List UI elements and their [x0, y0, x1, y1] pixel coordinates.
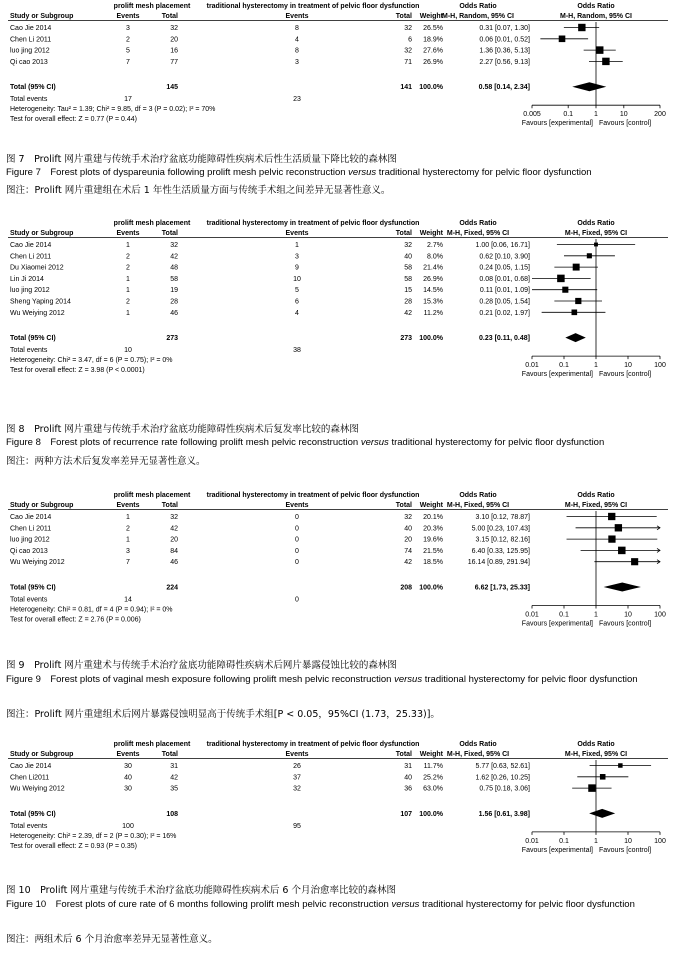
weight-value: 25.2%: [423, 774, 443, 782]
study-square: [562, 287, 568, 293]
method-header-right: M-H, Fixed, 95% CI: [564, 502, 628, 509]
or-header-left: Odds Ratio: [459, 220, 497, 227]
ci-text: 0.31 [0.07, 1.30]: [479, 25, 530, 32]
total-exp: 42: [170, 774, 178, 782]
favours-experimental-label: Favours [experimental]: [521, 620, 593, 628]
pooled-diamond: [572, 82, 606, 91]
total-exp: 46: [170, 309, 178, 317]
study-square: [618, 763, 622, 767]
study-name: Lin Ji 2014: [10, 275, 44, 283]
favours-experimental-label: Favours [experimental]: [521, 846, 593, 854]
total-exp: 35: [170, 785, 178, 793]
figure-7-panel: [0, 0, 681, 200]
total-exp: 28: [170, 298, 178, 306]
events-exp: 1: [126, 514, 130, 521]
x-tick-label: 10: [624, 611, 632, 619]
ci-text: 0.08 [0.01, 0.68]: [479, 275, 530, 283]
events-ctl: 5: [295, 287, 299, 295]
total-ctl: 31: [404, 763, 412, 770]
total-exp: 77: [170, 58, 178, 66]
total-events-ctl: 0: [295, 596, 299, 604]
x-tick-label: 0.01: [525, 837, 539, 845]
ci-text: 5.77 [0.63, 52.61]: [475, 763, 530, 770]
x-tick-label: 10: [624, 362, 632, 370]
ci-text: 0.62 [0.10, 3.90]: [479, 253, 530, 261]
x-tick-label: 1: [594, 362, 598, 370]
total-ctl: 20: [404, 536, 412, 544]
weight-value: 27.6%: [423, 47, 443, 55]
forest-plot-9: [0, 489, 681, 654]
events-exp: 3: [126, 25, 130, 32]
events-exp: 30: [124, 785, 132, 793]
total-label: Total (95% CI): [10, 84, 56, 92]
x-tick-label: 0.1: [563, 111, 574, 119]
caption-zh-9: 图 9 Prolift 网片重建术与传统手术治疗盆底功能障碍性疾病术后网片暴露侵蚀比较的森林图: [6, 660, 397, 671]
ci-text: 1.00 [0.06, 16.71]: [475, 242, 530, 249]
total2-header: Total: [395, 502, 412, 509]
x-tick-label: 0.01: [525, 362, 539, 370]
total-exp: 31: [170, 763, 178, 770]
ci-text: 5.00 [0.23, 107.43]: [471, 525, 530, 533]
x-tick-label: 0.1: [559, 837, 569, 845]
pooled-diamond: [565, 333, 585, 342]
caption-note-10: 图注：两组术后 6 个月治愈率差异无显著性意义。: [6, 934, 218, 945]
total2-header: Total: [395, 230, 412, 237]
total-label: Total (95% CI): [10, 335, 56, 343]
x-tick-label: 1: [594, 111, 598, 119]
weight-header: Weight: [419, 751, 443, 758]
total-exp: 20: [170, 536, 178, 544]
study-square: [602, 58, 609, 65]
study-name: Wu Weiying 2012: [10, 309, 65, 317]
favours-control-label: Favours [control]: [599, 120, 652, 128]
study-name: Sheng Yaping 2014: [10, 298, 71, 306]
events-ctl: 3: [295, 253, 299, 261]
total-exp: 46: [170, 559, 178, 567]
total-exp: 32: [170, 514, 178, 521]
total-events-label: Total events: [10, 347, 48, 355]
ci-text: 0.24 [0.05, 1.15]: [479, 264, 530, 272]
total-exp: 42: [170, 253, 178, 261]
total-events-label: Total events: [10, 596, 48, 604]
events-exp: 1: [126, 275, 130, 283]
ci-text: 0.06 [0.01, 0.52]: [479, 36, 530, 44]
total-ci-text: 0.58 [0.14, 2.34]: [478, 84, 530, 92]
or-header-left: Odds Ratio: [459, 3, 497, 10]
total-ctl-sum: 141: [400, 84, 412, 92]
events-ctl: 0: [295, 514, 299, 521]
total-ctl: 40: [404, 525, 412, 533]
total1-header: Total: [161, 751, 178, 758]
overall-effect-text: Test for overall effect: Z = 3.98 (P < 0.0001): [10, 367, 145, 375]
weight-value: 21.5%: [423, 547, 443, 555]
events-exp: 2: [126, 253, 130, 261]
overall-effect-text: Test for overall effect: Z = 0.77 (P = 0.44): [10, 116, 137, 124]
total-ctl: 28: [404, 298, 412, 306]
total-exp: 16: [170, 47, 178, 55]
caption-en-8: Figure 8 Forest plots of recurrence rate following prolift mesh pelvic reconstruction versus traditional hysterectomy for pelvic floor dysfunction: [6, 437, 605, 448]
group1-header: prolift mesh placement: [113, 3, 191, 10]
forest-plot-7: [0, 0, 681, 150]
total-ctl-sum: 273: [400, 335, 412, 343]
method-header-right: M-H, Random, 95% CI: [560, 13, 632, 20]
study-name: Cao Jie 2014: [10, 514, 52, 521]
weight-value: 26.5%: [423, 25, 443, 32]
study-name: Cao Jie 2014: [10, 242, 52, 249]
total-exp: 19: [170, 287, 178, 295]
study-name: Du Xiaomei 2012: [10, 264, 64, 272]
study-col-header: Study or Subgroup: [10, 230, 74, 237]
study-square: [608, 535, 615, 542]
weight-value: 15.3%: [423, 298, 443, 306]
total-weight: 100.0%: [419, 335, 443, 343]
total-exp-sum: 273: [166, 335, 178, 343]
study-square: [573, 264, 580, 271]
study-square: [557, 275, 565, 283]
or-header-right: Odds Ratio: [577, 741, 615, 748]
study-square: [615, 524, 622, 531]
ci-text: 0.28 [0.05, 1.54]: [479, 298, 530, 306]
study-square: [588, 784, 596, 792]
ci-text: 3.10 [0.12, 78.87]: [475, 514, 530, 521]
events-ctl: 4: [295, 309, 299, 317]
total-events-exp: 100: [122, 822, 134, 830]
events-exp: 2: [126, 36, 130, 44]
study-name: Qi cao 2013: [10, 58, 48, 66]
overall-effect-text: Test for overall effect: Z = 0.93 (P = 0.35): [10, 842, 137, 850]
study-name: luo jing 2012: [10, 536, 50, 544]
weight-value: 2.7%: [427, 242, 443, 249]
events-ctl: 32: [293, 785, 301, 793]
events-exp: 2: [126, 525, 130, 533]
events-exp: 1: [126, 309, 130, 317]
or-header-left: Odds Ratio: [459, 492, 497, 499]
caption-note-9: 图注：Prolift 网片重建组术后网片暴露侵蚀明显高于传统手术组[P < 0.05，95%CI (1.73，25.33)]。: [6, 709, 440, 720]
weight-value: 19.6%: [423, 536, 443, 544]
total-ctl: 40: [404, 253, 412, 261]
x-tick-label: 10: [619, 111, 628, 119]
weight-value: 26.9%: [423, 275, 443, 283]
events-exp: 3: [126, 547, 130, 555]
study-square: [575, 298, 581, 304]
study-square: [631, 558, 638, 565]
ci-text: 0.21 [0.02, 1.97]: [479, 309, 530, 317]
x-tick-label: 10: [624, 837, 632, 845]
study-name: Cao Jie 2014: [10, 25, 52, 32]
forest-plot-10: [0, 740, 681, 880]
weight-value: 21.4%: [423, 264, 443, 272]
total-weight: 100.0%: [419, 810, 443, 818]
group2-header: traditional hysterectomy in treatment of pelvic floor dysfunction: [206, 492, 420, 499]
total-ctl: 71: [404, 58, 412, 66]
group2-header: traditional hysterectomy in treatment of pelvic floor dysfunction: [206, 3, 420, 10]
weight-value: 26.9%: [423, 58, 443, 66]
study-square: [608, 513, 615, 520]
weight-value: 20.3%: [423, 525, 443, 533]
total-events-label: Total events: [10, 96, 48, 104]
study-square: [572, 309, 578, 315]
total-ctl: 32: [404, 47, 412, 55]
or-header-right: Odds Ratio: [577, 220, 615, 227]
caption-en-9: Figure 9 Forest plots of vaginal mesh exposure following prolift mesh pelvic reconstruction versus traditional hysterectomy for pelvic floor dysfunction: [6, 674, 638, 685]
study-name: luo jing 2012: [10, 47, 50, 55]
events-exp: 30: [124, 763, 132, 770]
weight-value: 20.1%: [423, 514, 443, 521]
events-exp: 2: [126, 264, 130, 272]
method-header-right: M-H, Fixed, 95% CI: [564, 230, 628, 237]
study-name: Chen Li 2011: [10, 36, 52, 44]
total-ctl: 15: [404, 287, 412, 295]
x-tick-label: 1: [594, 611, 598, 619]
ci-text: 1.62 [0.26, 10.25]: [475, 774, 530, 782]
group1-header: prolift mesh placement: [113, 492, 191, 499]
total-weight: 100.0%: [419, 584, 443, 592]
total-label: Total (95% CI): [10, 584, 56, 592]
weight-value: 11.2%: [423, 309, 443, 317]
events-exp: 1: [126, 287, 130, 295]
events-exp: 40: [124, 774, 132, 782]
heterogeneity-text: Heterogeneity: Chi² = 3.47, df = 6 (P = 0.75); I² = 0%: [10, 357, 173, 365]
total-ctl: 74: [404, 547, 412, 555]
total-ctl: 32: [404, 514, 412, 521]
total-ctl: 6: [408, 36, 412, 44]
x-tick-label: 1: [594, 837, 598, 845]
total-exp: 58: [170, 275, 178, 283]
or-header-right: Odds Ratio: [577, 3, 615, 10]
forest-plot-8: [0, 217, 681, 419]
total-exp-sum: 145: [166, 84, 178, 92]
or-header-left: Odds Ratio: [459, 741, 497, 748]
events2-header: Events: [285, 502, 309, 509]
heterogeneity-text: Heterogeneity: Chi² = 2.39, df = 2 (P = 0.30); I² = 16%: [10, 832, 177, 840]
events-exp: 1: [126, 242, 130, 249]
study-name: Chen Li2011: [10, 774, 50, 782]
events-exp: 1: [126, 536, 130, 544]
total-exp: 32: [170, 25, 178, 32]
caption-zh-10: 图 10 Prolift 网片重建与传统手术治疗盆底功能障碍性疾病术后 6 个月治愈率比较的森林图: [6, 885, 396, 896]
pooled-diamond: [604, 583, 641, 592]
favours-control-label: Favours [control]: [599, 620, 652, 628]
total-events-exp: 10: [124, 347, 132, 355]
total-exp: 32: [170, 242, 178, 249]
events-ctl: 8: [295, 25, 299, 32]
study-square: [578, 24, 585, 31]
total-exp: 84: [170, 547, 178, 555]
events-ctl: 10: [293, 275, 301, 283]
method-header-left: M-H, Fixed, 95% CI: [446, 751, 510, 758]
events1-header: Events: [116, 502, 140, 509]
study-square: [559, 36, 566, 43]
study-square: [587, 253, 592, 258]
study-square: [596, 46, 604, 54]
favours-experimental-label: Favours [experimental]: [521, 120, 593, 128]
caption-en-7: Figure 7 Forest plots of dyspareunia following prolift mesh pelvic reconstruction versus traditional hysterectomy for pelvic floor dysfunction: [6, 167, 592, 178]
group2-header: traditional hysterectomy in treatment of pelvic floor dysfunction: [206, 741, 420, 748]
heterogeneity-text: Heterogeneity: Tau² = 1.39; Chi² = 9.85, df = 3 (P = 0.02); I² = 70%: [10, 106, 216, 114]
figure-10-panel: [0, 740, 681, 954]
caption-zh-8: 图 8 Prolift 网片重建与传统手术治疗盆底功能障碍性疾病术后复发率比较的森林图: [6, 424, 359, 435]
weight-header: Weight: [419, 230, 443, 237]
total-events-ctl: 38: [293, 347, 301, 355]
events2-header: Events: [285, 230, 309, 237]
study-name: Wu Weiying 2012: [10, 559, 65, 567]
total2-header: Total: [395, 751, 412, 758]
weight-value: 18.9%: [423, 36, 443, 44]
study-name: Chen Li 2011: [10, 253, 52, 261]
study-col-header: Study or Subgroup: [10, 751, 74, 758]
weight-value: 63.0%: [423, 785, 443, 793]
x-tick-label: 0.1: [559, 611, 569, 619]
events-ctl: 26: [293, 763, 301, 770]
ci-text: 2.27 [0.56, 9.13]: [479, 58, 530, 66]
total-events-label: Total events: [10, 822, 48, 830]
events-exp: 7: [126, 58, 130, 66]
weight-header: Weight: [419, 502, 443, 509]
weight-header: Weight: [419, 13, 443, 20]
pooled-diamond: [589, 809, 615, 818]
method-header-left: M-H, Random, 95% CI: [442, 13, 514, 20]
total-exp: 42: [170, 525, 178, 533]
total-exp-sum: 224: [166, 584, 178, 592]
study-col-header: Study or Subgroup: [10, 13, 74, 20]
x-tick-label: 0.005: [523, 111, 541, 119]
total-events-exp: 17: [124, 96, 132, 104]
total-exp: 48: [170, 264, 178, 272]
study-col-header: Study or Subgroup: [10, 502, 74, 509]
study-name: Qi cao 2013: [10, 547, 48, 555]
weight-value: 14.5%: [423, 287, 443, 295]
total-exp-sum: 108: [166, 810, 178, 818]
heterogeneity-text: Heterogeneity: Chi² = 0.81, df = 4 (P = 0.94); I² = 0%: [10, 606, 173, 614]
study-square: [618, 547, 626, 555]
or-header-right: Odds Ratio: [577, 492, 615, 499]
events-exp: 2: [126, 298, 130, 306]
weight-value: 8.0%: [427, 253, 443, 261]
x-tick-label: 100: [654, 611, 666, 619]
method-header-right: M-H, Fixed, 95% CI: [564, 751, 628, 758]
study-name: Cao Jie 2014: [10, 763, 52, 770]
total-ci-text: 6.62 [1.73, 25.33]: [474, 584, 530, 592]
favours-experimental-label: Favours [experimental]: [521, 371, 593, 379]
events1-header: Events: [116, 230, 140, 237]
events-ctl: 1: [295, 242, 299, 249]
weight-value: 11.7%: [423, 763, 443, 770]
events2-header: Events: [285, 751, 309, 758]
figure-8-panel: [0, 217, 681, 472]
events1-header: Events: [116, 13, 140, 20]
ci-text: 1.36 [0.36, 5.13]: [479, 47, 530, 55]
total-ci-text: 0.23 [0.11, 0.48]: [479, 335, 530, 343]
group2-header: traditional hysterectomy in treatment of pelvic floor dysfunction: [206, 220, 420, 227]
x-tick-label: 100: [654, 362, 666, 370]
ci-text: 3.15 [0.12, 82.16]: [475, 536, 530, 544]
total-ctl: 58: [404, 264, 412, 272]
weight-value: 18.5%: [423, 559, 443, 567]
ci-text: 0.11 [0.01, 1.09]: [479, 287, 530, 295]
caption-note-8: 图注：两种方法术后复发率差异无显著性意义。: [6, 456, 206, 467]
x-tick-label: 200: [654, 111, 666, 119]
events-ctl: 37: [293, 774, 301, 782]
events-ctl: 8: [295, 47, 299, 55]
total-ctl: 36: [404, 785, 412, 793]
study-name: luo jing 2012: [10, 287, 50, 295]
method-header-left: M-H, Fixed, 95% CI: [446, 502, 510, 509]
total-ctl-sum: 107: [400, 810, 412, 818]
total-ctl: 40: [404, 774, 412, 782]
total-ctl: 58: [404, 275, 412, 283]
total-ctl: 42: [404, 309, 412, 317]
events-exp: 7: [126, 559, 130, 567]
total1-header: Total: [161, 230, 178, 237]
favours-control-label: Favours [control]: [599, 371, 652, 379]
total-label: Total (95% CI): [10, 810, 56, 818]
ci-text: 16.14 [0.89, 291.94]: [467, 559, 530, 567]
figure-9-panel: [0, 489, 681, 729]
ci-text: 0.75 [0.18, 3.06]: [479, 785, 530, 793]
events-ctl: 0: [295, 547, 299, 555]
total-ctl: 42: [404, 559, 412, 567]
events1-header: Events: [116, 751, 140, 758]
total-ctl: 32: [404, 242, 412, 249]
caption-note-7: 图注：Prolift 网片重建组在术后 1 年性生活质量方面与传统手术组之间差异无显著性意义。: [6, 185, 391, 196]
total1-header: Total: [161, 13, 178, 20]
events-ctl: 4: [295, 36, 299, 44]
x-tick-label: 0.01: [525, 611, 539, 619]
events-ctl: 0: [295, 525, 299, 533]
total-weight: 100.0%: [419, 84, 443, 92]
study-name: Wu Weiying 2012: [10, 785, 65, 793]
overall-effect-text: Test for overall effect: Z = 2.76 (P = 0.006): [10, 616, 141, 624]
total-exp: 20: [170, 36, 178, 44]
ci-text: 6.40 [0.33, 125.95]: [471, 547, 530, 555]
method-header-left: M-H, Fixed, 95% CI: [446, 230, 510, 237]
study-name: Chen Li 2011: [10, 525, 52, 533]
total1-header: Total: [161, 502, 178, 509]
total-events-ctl: 95: [293, 822, 301, 830]
total-events-exp: 14: [124, 596, 132, 604]
x-tick-label: 100: [654, 837, 666, 845]
caption-zh-7: 图 7 Prolift 网片重建与传统手术治疗盆底功能障碍性疾病术后性生活质量下降比较的森林图: [6, 154, 397, 165]
events-ctl: 6: [295, 298, 299, 306]
events2-header: Events: [285, 13, 309, 20]
events-ctl: 0: [295, 536, 299, 544]
total-events-ctl: 23: [293, 96, 301, 104]
total-ctl-sum: 208: [400, 584, 412, 592]
events-ctl: 3: [295, 58, 299, 66]
total-ci-text: 1.56 [0.61, 3.98]: [478, 810, 530, 818]
x-tick-label: 0.1: [559, 362, 569, 370]
group1-header: prolift mesh placement: [113, 220, 191, 227]
events-ctl: 9: [295, 264, 299, 272]
total2-header: Total: [395, 13, 412, 20]
study-square: [600, 774, 606, 780]
caption-en-10: Figure 10 Forest plots of cure rate of 6 months following prolift mesh pelvic reconstruction versus traditional hysterectomy for pelvic floor dysfunction: [6, 899, 635, 910]
events-ctl: 0: [295, 559, 299, 567]
total-ctl: 32: [404, 25, 412, 32]
favours-control-label: Favours [control]: [599, 846, 652, 854]
group1-header: prolift mesh placement: [113, 741, 191, 748]
events-exp: 5: [126, 47, 130, 55]
